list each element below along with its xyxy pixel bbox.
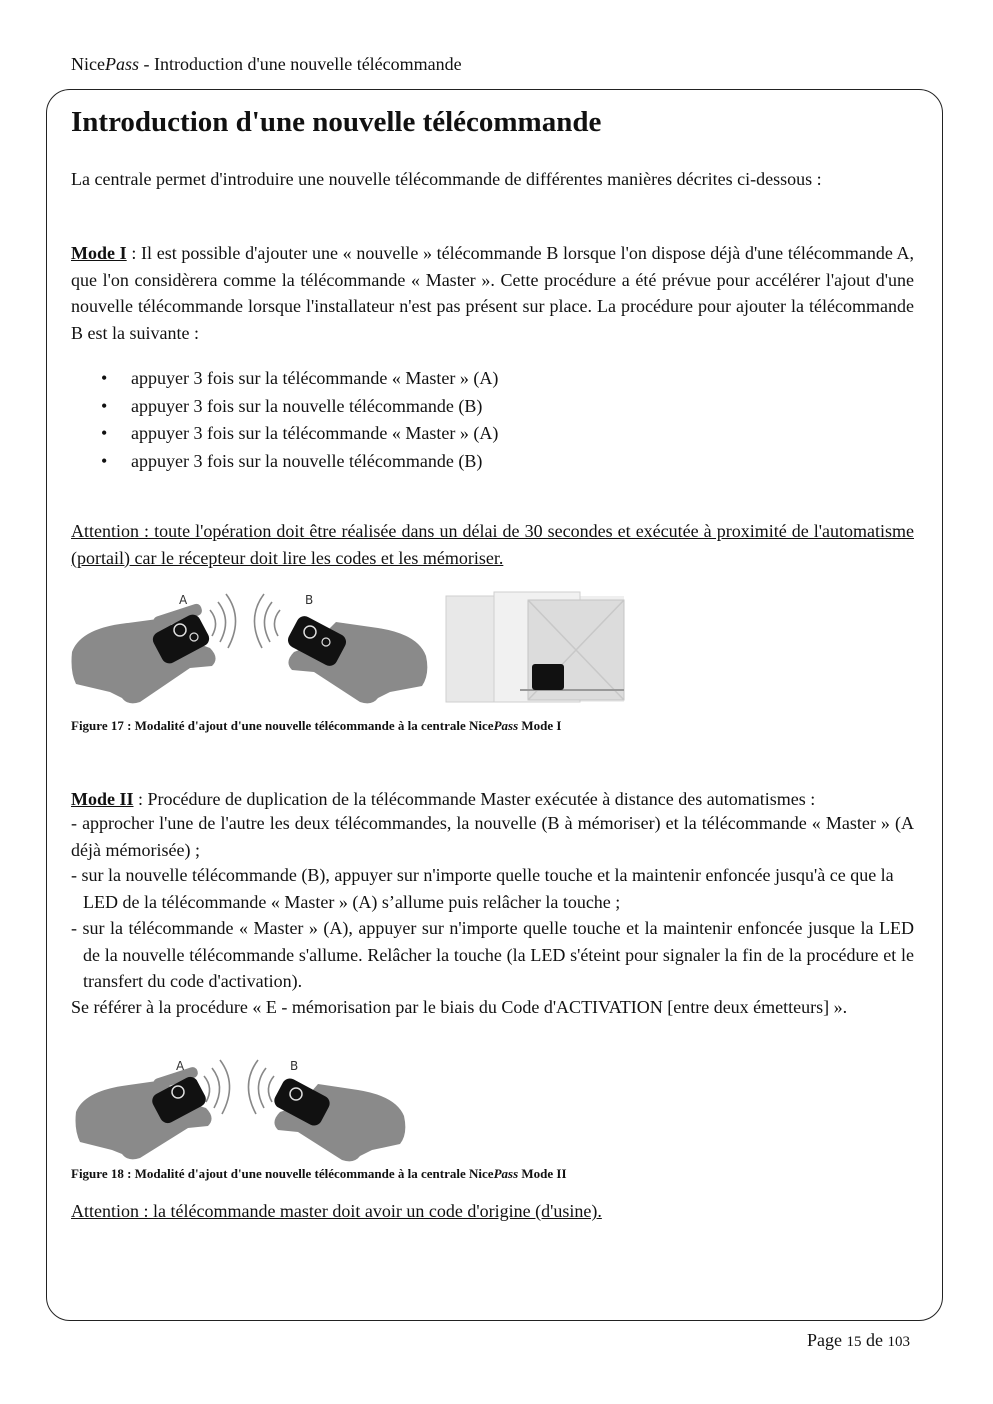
mode1-text: : Il est possible d'ajouter une « nouvelle » télécommande B lorsque l'on dispose déjà d'une télécommande A, que l'on considèrera comme la télécommande « Master ». Cette procédure a été prévue pour accélérer l'ajout d'une nouvelle télécommande lorsque l'installateur n'est pas présent sur place. La procédure pour ajouter la télécommande B est la suivante : xyxy=(71,243,914,343)
gate-automation-image xyxy=(446,592,624,702)
mode1-label: Mode I xyxy=(71,243,127,263)
mode2-line-4: Se référer à la procédure « E - mémorisation par le biais du Code d'ACTIVATION [entre deux émetteurs] ». xyxy=(71,997,848,1017)
list-item: • appuyer 3 fois sur la nouvelle télécommande (B) xyxy=(71,448,498,476)
label-a: A xyxy=(176,1059,185,1073)
footer-page-word: Page xyxy=(807,1330,847,1350)
caption-text: Figure 18 : Modalité d'ajout d'une nouvelle télécommande à la centrale Nice xyxy=(71,1166,494,1181)
list-item: • appuyer 3 fois sur la télécommande « Master » (A) xyxy=(71,365,498,393)
figure-18-caption xyxy=(71,1166,567,1182)
mode2-line-1: - approcher l'une de l'autre les deux télécommandes, la nouvelle (B à mémoriser) et la télécommande « Master » (A déjà mémorisée) ; xyxy=(71,813,914,860)
label-a: A xyxy=(179,593,188,607)
list-item: • appuyer 3 fois sur la nouvelle télécommande (B) xyxy=(71,393,498,421)
signal-waves-icon xyxy=(204,1060,274,1114)
signal-waves-icon xyxy=(210,594,280,648)
header-title: - Introduction d'une nouvelle télécommande xyxy=(139,54,462,74)
label-b: B xyxy=(305,593,314,607)
figure-17 xyxy=(70,582,630,704)
footer-of-word: de xyxy=(861,1330,888,1350)
footer-page-number: 15 xyxy=(846,1334,862,1350)
page-footer xyxy=(807,1330,910,1351)
running-header xyxy=(71,54,462,75)
figure-17-caption xyxy=(71,718,561,734)
caption-italic: Pass xyxy=(493,1166,519,1181)
header-brand: Nice xyxy=(71,54,105,74)
mode1-attention: Attention : toute l'opération doit être réalisée dans un délai de 30 secondes et exécutée à proximité de l'automatisme (portail) car le récepteur doit lire les codes et les mémoriser. xyxy=(71,521,914,568)
mode2-line-3: - sur la télécommande « Master » (A), appuyer sur n'importe quelle touche et la maintenir enfoncée jusque la LED de la nouvelle télécommande s'allume. Relâcher la touche (la LED s'éteint pour signaler la fin de la procédure et le transfert du code d'activation). xyxy=(71,918,914,991)
caption-suffix: Mode I xyxy=(518,718,562,733)
mode1-steps xyxy=(71,365,498,475)
intro-paragraph: La centrale permet d'introduire une nouvelle télécommande de différentes manières décrites ci-dessous : xyxy=(71,169,822,189)
mode2-text: : Procédure de duplication de la télécommande Master exécutée à distance des automatismes : xyxy=(133,789,816,809)
page-title: Introduction d'une nouvelle télécommande xyxy=(71,106,602,138)
caption-suffix: Mode II xyxy=(518,1166,567,1181)
label-b: B xyxy=(290,1059,299,1073)
caption-text: Figure 17 : Modalité d'ajout d'une nouvelle télécommande à la centrale Nice xyxy=(71,718,494,733)
mode2-attention: Attention : la télécommande master doit avoir un code d'origine (d'usine). xyxy=(71,1201,602,1221)
mode2-line-2: - sur la nouvelle télécommande (B), appuyer sur n'importe quelle touche et la maintenir enfoncée jusqu'à ce que la LED de la télécommande « Master » (A) s’allume puis relâcher la touche ; xyxy=(71,865,894,912)
footer-total-pages: 103 xyxy=(887,1334,910,1350)
header-brand-italic: Pass xyxy=(104,54,139,74)
mode2-paragraph xyxy=(71,786,914,813)
mode1-paragraph xyxy=(71,240,914,346)
mode2-label: Mode II xyxy=(71,789,134,809)
list-item: • appuyer 3 fois sur la télécommande « Master » (A) xyxy=(71,420,498,448)
caption-italic: Pass xyxy=(493,718,519,733)
figure-18 xyxy=(74,1046,414,1162)
